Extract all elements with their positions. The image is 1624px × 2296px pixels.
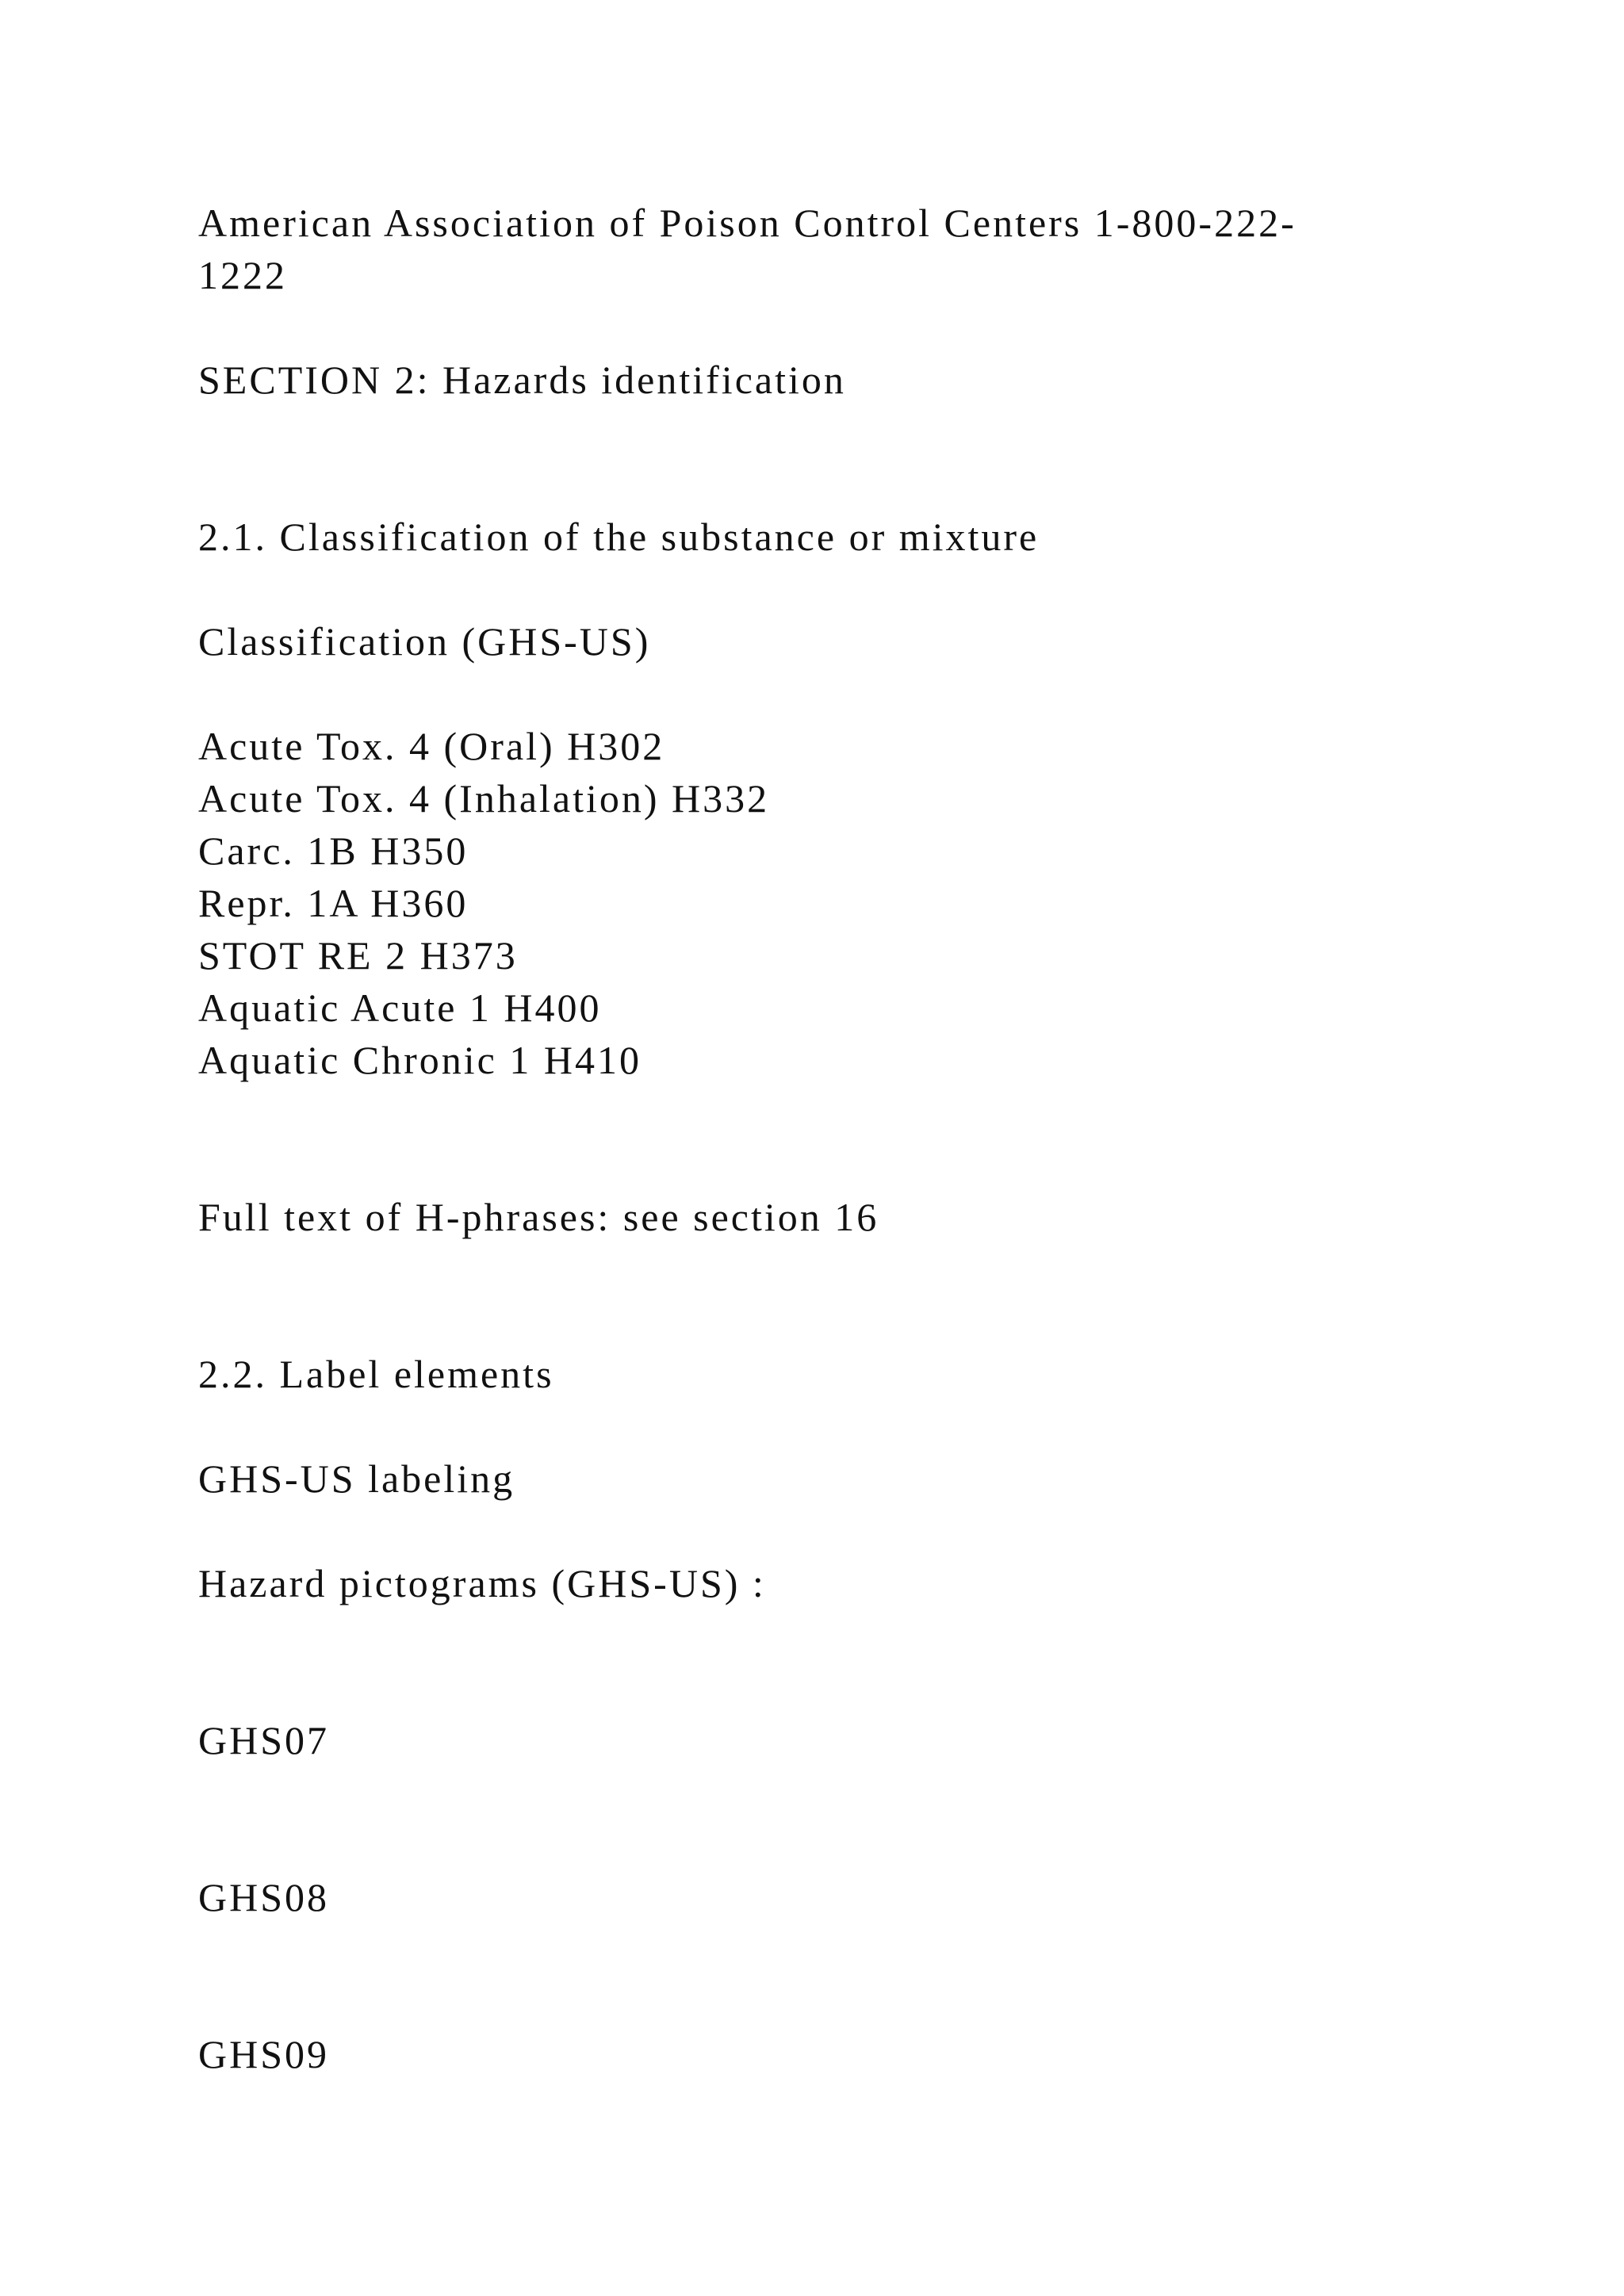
pictogram-code: GHS09	[198, 2032, 330, 2076]
classification-item: STOT RE 2 H373	[198, 933, 518, 978]
classification-item: Aquatic Chronic 1 H410	[198, 1038, 642, 1082]
classification-item: Repr. 1A H360	[198, 881, 469, 925]
classification-item: Acute Tox. 4 (Inhalation) H332	[198, 776, 770, 821]
subsection-2-1-heading: 2.1. Classification of the substance or mixture	[198, 515, 1040, 559]
pictogram-code: GHS07	[198, 1718, 330, 1762]
h-phrases-note: Full text of H-phrases: see section 16	[198, 1195, 879, 1239]
classification-item: Carc. 1B H350	[198, 828, 469, 873]
poison-control-line-2: 1222	[198, 253, 287, 297]
labeling-label: GHS-US labeling	[198, 1456, 515, 1501]
pictograms-label: Hazard pictograms (GHS-US) :	[198, 1561, 766, 1605]
section-heading: SECTION 2: Hazards identification	[198, 358, 846, 402]
classification-item: Acute Tox. 4 (Oral) H302	[198, 724, 665, 768]
subsection-2-2-heading: 2.2. Label elements	[198, 1352, 554, 1396]
classification-label: Classification (GHS-US)	[198, 619, 651, 664]
poison-control-line-1: American Association of Poison Control Centers 1-800-222-	[198, 201, 1297, 245]
pictogram-code: GHS08	[198, 1875, 330, 1919]
classification-item: Aquatic Acute 1 H400	[198, 985, 602, 1030]
